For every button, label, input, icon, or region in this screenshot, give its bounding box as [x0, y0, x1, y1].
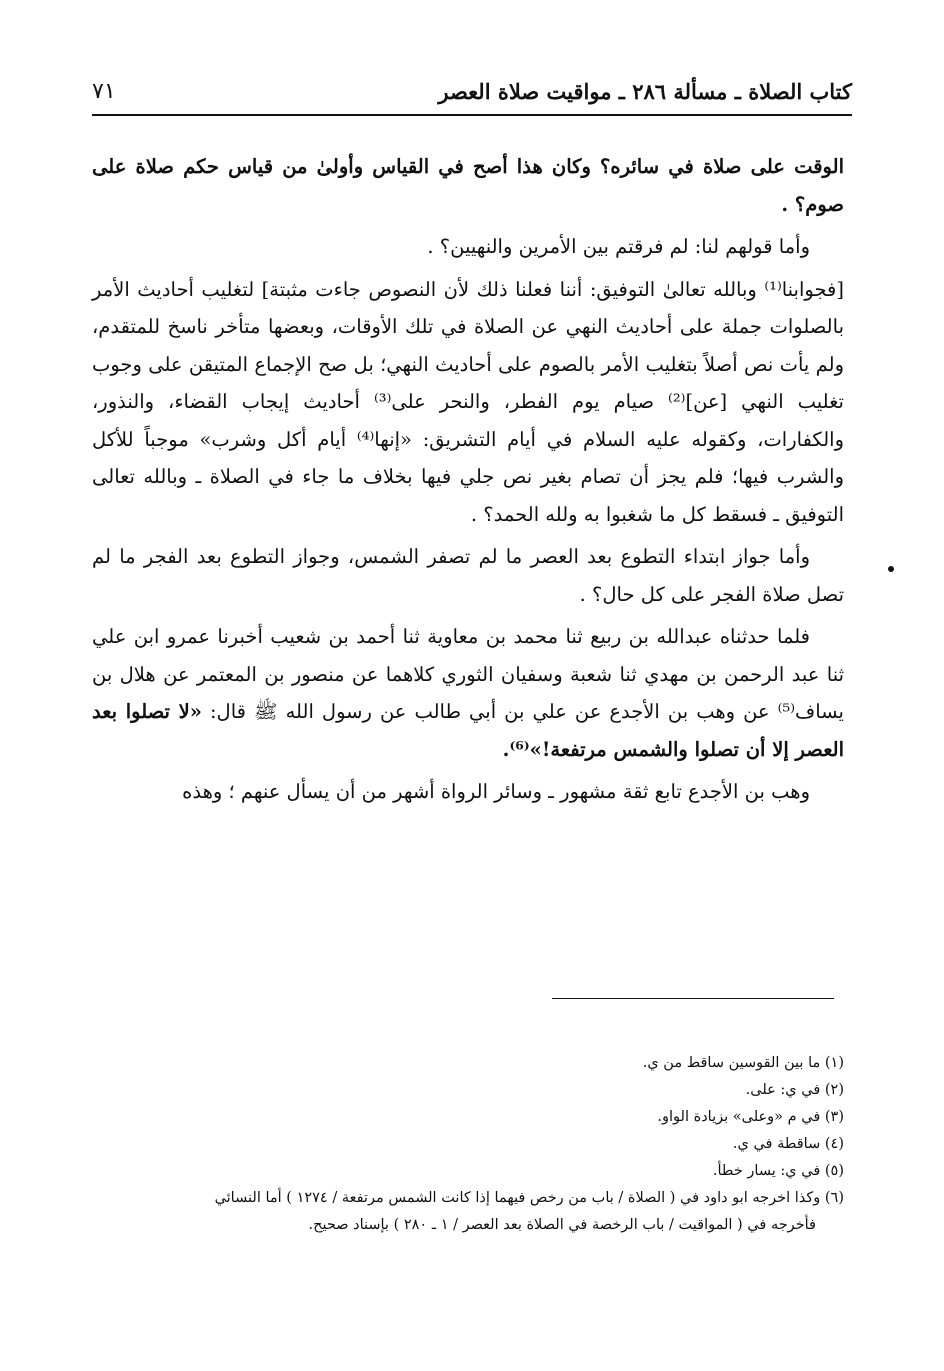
footnote-6-continued: فأخرجه في ( المواقيت / باب الرخصة في الصلاة بعد العصر / ١ ـ ٢٨٠ ) بإسناد صحيح. — [308, 1217, 816, 1233]
footnote-3: (٣) في م «وعلى» بزيادة الواو. — [657, 1109, 844, 1125]
hadith-chain: فلما حدثناه عبدالله بن ربيع ثنا محمد بن معاوية ثنا أحمد بن شعيب أخبرنا عمرو ابن علي ثنا عبد الرحمن بن مهدي ثنا شعبة وسفيان الثوري كلاهما عن منصور بن المعتمر عن هلال بن يساف⁽⁵⁾ عن وهب بن الأجدع عن علي بن أبي طالب عن رسول الله ﷺ قال: — [92, 625, 844, 723]
margin-mark — [888, 566, 894, 572]
hadith-quote: «لا تصلوا بعد العصر إلا أن تصلوا والشمس مرتفعة!»⁽⁶⁾. — [92, 700, 844, 761]
footnote-5: (٥) في ي: يسار خطأ. — [712, 1163, 844, 1179]
running-header — [92, 70, 852, 104]
paragraph-2: وأما قولهم لنا: لم فرقتم بين الأمرين والنهيين؟ . — [427, 235, 810, 258]
paragraph-5 — [92, 618, 844, 768]
footnotes — [92, 1050, 844, 1239]
paragraph-4: وأما جواز ابتداء التطوع بعد العصر ما لم تصفر الشمس، وجواز التطوع بعد الفجر ما لم تصل صلاة الفجر على كل حال؟ . — [92, 545, 844, 606]
chapter-title: كتاب الصلاة ـ مسألة ٢٨٦ ـ مواقيت صلاة العصر — [438, 79, 852, 104]
main-text — [92, 148, 844, 816]
paragraph-6: وهب بن الأجدع تابع ثقة مشهور ـ وسائر الرواة أشهر من أن يسأل عنهم ؛ وهذه — [182, 780, 810, 803]
footnote-6: (٦) وكذا اخرجه ابو داود في ( الصلاة / باب من رخص فيهما إذا كانت الشمس مرتفعة / ١٢٧٤ ) أما النسائي — [214, 1190, 844, 1206]
paragraph-3: [فجوابنا⁽¹⁾ وبالله تعالىٰ التوفيق: أننا فعلنا ذلك لأن النصوص جاءت مثبتة] لتغليب أحاديث الأمر بالصلوات جملة على أحاديث النهي عن الصلاة في تلك الأوقات، وبعضها متأخر ناسخ للمتقدم، ولم يأت نص أصلاً بتغليب الأمر بالصوم على أحاديث النهي؛ بل صح الإجماع المتيقن على وجوب تغليب النهي [عن]⁽²⁾ صيام يوم الفطر، والنحر على⁽³⁾ أحاديث إيجاب القضاء، والنذور، والكفارات، وكقوله عليه السلام في أيام التشريق: «إنها⁽⁴⁾ أيام أكل وشرب» موجباً للأكل والشرب فيها؛ فلم يجز أن تصام بغير نص جلي فيها بخلاف ما جاء في الصلاة ـ وبالله تعالى التوفيق ـ فسقط كل ما شغبوا به ولله الحمد؟ . — [92, 277, 844, 526]
footnote-1: (١) ما بين القوسين ساقط من ي. — [642, 1055, 844, 1071]
footnote-divider — [552, 998, 834, 999]
paragraph-1: الوقت على صلاة في سائره؟ وكان هذا أصح في القياس وأولىٰ من قياس حكم صلاة على صوم؟ . — [92, 155, 844, 216]
footnote-2: (٢) في ي: على. — [745, 1082, 844, 1098]
header-divider — [92, 114, 852, 116]
footnote-4: (٤) ساقطة في ي. — [732, 1136, 844, 1152]
page-number: ٧١ — [92, 79, 116, 104]
